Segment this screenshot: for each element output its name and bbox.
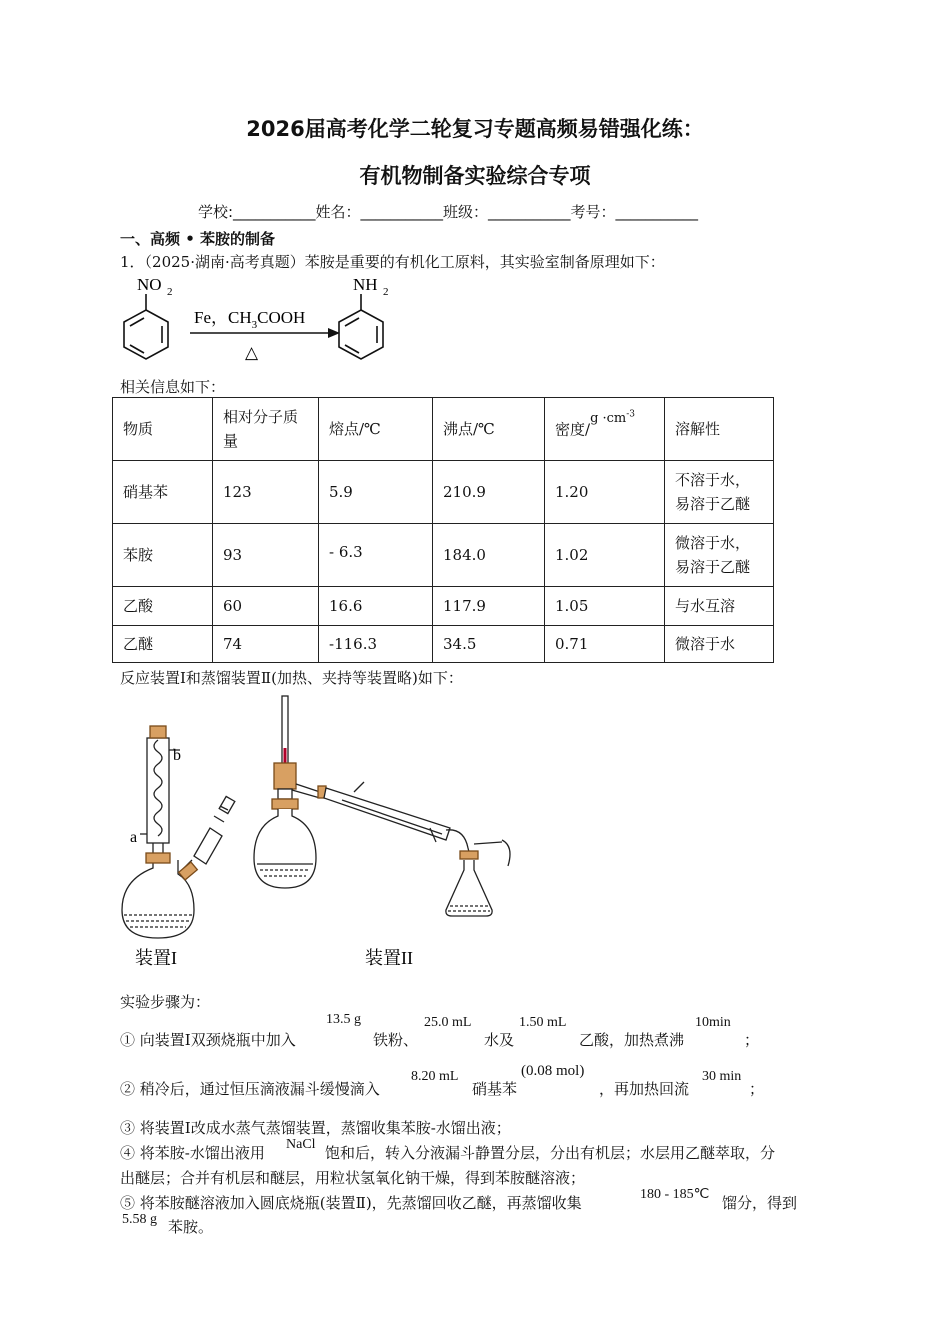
table-cell: 微溶于水，易溶于乙醚 (665, 524, 774, 587)
header-cell: 熔点/℃ (319, 398, 433, 461)
table-header-row (113, 398, 774, 461)
step-4-text-a: ④ 将苯胺-水馏出液用 (120, 1144, 265, 1162)
question-intro: 1．（2025·湖南·高考真题）苯胺是重要的有机化工原料，其实验室制备原理如下： (120, 253, 665, 271)
table-cell: 0.71 (545, 626, 665, 663)
caption-apparatus-2: 装置II (365, 948, 413, 968)
step-2-value-time: 30 min (702, 1069, 742, 1084)
density-unit: $g \cdot cm^{-3}$ (590, 409, 636, 427)
apparatus-intro: 反应装置Ⅰ和蒸馏装置Ⅱ(加热、夹持等装置略)如下： (120, 669, 463, 687)
table-cell: 不溶于水，易溶于乙醚 (665, 461, 774, 524)
table-cell: 1.20 (545, 461, 665, 524)
table-cell: 5.9 (319, 461, 433, 524)
nitro-subscript: 2 (167, 286, 173, 298)
table-cell: 1.05 (545, 587, 665, 626)
step-5-value-mass: 5.58 g (122, 1212, 157, 1227)
step-2-value-volume: 8.20 mL (411, 1069, 459, 1084)
table-row (113, 587, 774, 626)
table-cell: 123 (213, 461, 319, 524)
table-cell: 1.02 (545, 524, 665, 587)
label-a: a (130, 829, 138, 846)
table-row (113, 524, 774, 587)
step-5-value-range: 180 - 185℃ (640, 1187, 710, 1202)
step-2-text-a: ② 稍冷后，通过恒压滴液漏斗缓慢滴入 (120, 1080, 380, 1098)
step-5-text-a: ⑤ 将苯胺醚溶液加入圆底烧瓶(装置Ⅱ)，先蒸馏回收乙醚，再蒸馏收集 (120, 1194, 582, 1212)
step-1-value-water: 25.0 mL (424, 1015, 472, 1030)
step-1-text-b: 铁粉、 (373, 1031, 419, 1049)
table-cell: 184.0 (433, 524, 545, 587)
step-4-text-b: 饱和后，转入分液漏斗静置分层，分出有机层；水层用乙醚萃取，分 (325, 1144, 776, 1162)
step-2-text-c: ，再加热回流 (599, 1080, 690, 1098)
density-label: 密度/ (555, 420, 591, 439)
table-row (113, 461, 774, 524)
step-3-text: ③ 将装置Ⅰ改成水蒸气蒸馏装置，蒸馏收集苯胺-水馏出液； (120, 1119, 511, 1137)
table-cell: 60 (213, 587, 319, 626)
table-cell: 16.6 (319, 587, 433, 626)
table-cell: 硝基苯 (113, 461, 213, 524)
header-cell: 物质 (113, 398, 213, 461)
nitrobenzene-ring (124, 294, 168, 359)
table-cell: 210.9 (433, 461, 545, 524)
step-1-value-acid: 1.50 mL (519, 1015, 567, 1030)
table-cell: 乙醚 (113, 626, 213, 663)
apparatus-illustration (110, 688, 530, 973)
amino-group-label: NH (353, 275, 378, 294)
reaction-scheme (110, 270, 410, 370)
step-1-text-a: ① 向装置Ⅰ双颈烧瓶中加入 (120, 1031, 296, 1049)
table-cell: 74 (213, 626, 319, 663)
step-1-value-iron: 13.5 g (326, 1012, 361, 1027)
section-heading: 一、高频 • 苯胺的制备 (120, 230, 276, 248)
step-5-text-c: 苯胺。 (168, 1218, 214, 1236)
table-cell: 34.5 (433, 626, 545, 663)
table-cell: 苯胺 (113, 524, 213, 587)
step-2-value-moles: (0.08 mol) (521, 1063, 585, 1079)
nitro-group-label: NO (137, 275, 162, 294)
table-row (113, 626, 774, 663)
amino-subscript: 2 (383, 286, 389, 298)
step-2-text-b: 硝基苯 (472, 1080, 518, 1098)
table-cell: 乙酸 (113, 587, 213, 626)
student-info-line: 学校:___________姓名：___________班级：___________考号：___________ (198, 203, 699, 221)
step-1-text-d: 乙酸，加热煮沸 (579, 1031, 685, 1049)
table-cell: -116.3 (319, 626, 433, 663)
step-4-text-c: 出醚层；合并有机层和醚层，用粒状氢氧化钠干燥，得到苯胺醚溶液； (120, 1169, 586, 1187)
step-1-text-e: ； (744, 1031, 760, 1049)
related-info-label: 相关信息如下： (120, 378, 226, 396)
page-subtitle: 有机物制备实验综合专项 (359, 164, 591, 188)
page-title: 2026届高考化学二轮复习专题高频易错强化练： (246, 117, 704, 141)
step-1-text-c: 水及 (484, 1031, 515, 1049)
header-cell (545, 398, 665, 461)
table-cell: 微溶于水 (665, 626, 774, 663)
table-cell: 93 (213, 524, 319, 587)
label-b: b (173, 747, 181, 764)
header-cell: 溶解性 (665, 398, 774, 461)
heat-condition: △ (245, 343, 259, 362)
step-4-value-salt: NaCl (286, 1137, 316, 1152)
table-cell: 117.9 (433, 587, 545, 626)
properties-table (112, 397, 774, 663)
header-cell: 相对分子质量 (213, 398, 319, 461)
header-cell: 沸点/℃ (433, 398, 545, 461)
steps-title: 实验步骤为： (120, 993, 211, 1011)
reagent-label: Fe，$CH_3COOH$ (194, 308, 306, 331)
step-1-value-time: 10min (695, 1015, 731, 1030)
step-5-text-b: 馏分，得到 (722, 1194, 798, 1212)
step-2-text-d: ； (749, 1080, 765, 1098)
aniline-ring (339, 294, 383, 359)
caption-apparatus-1: 装置I (135, 948, 177, 968)
table-cell: - 6.3 (319, 524, 433, 587)
apparatus-2 (254, 696, 510, 916)
table-cell: 与水互溶 (665, 587, 774, 626)
